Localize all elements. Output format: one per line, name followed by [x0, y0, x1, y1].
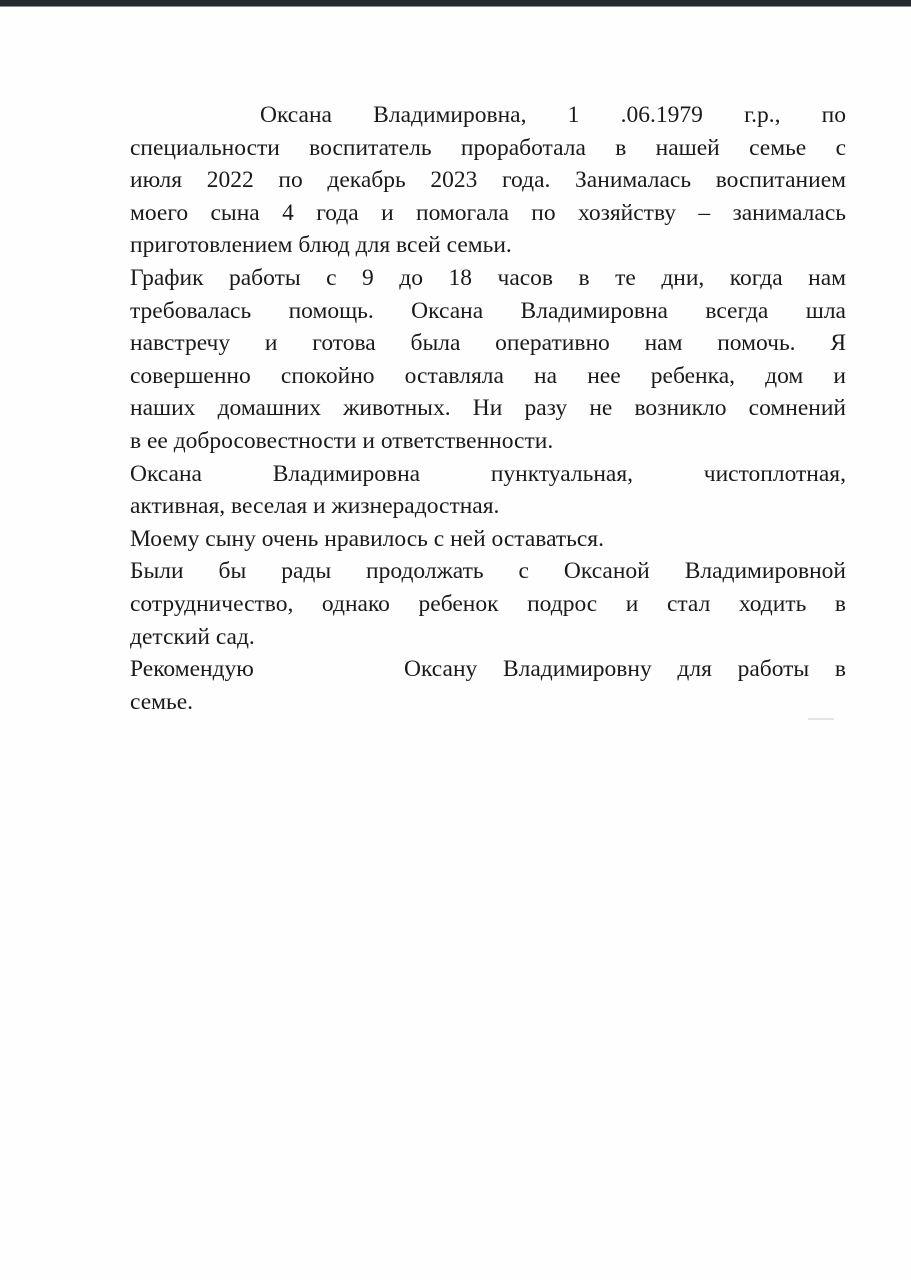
paragraph-son	[130, 523, 846, 556]
redacted-gap	[254, 653, 404, 686]
text-line: Оксана Владимировна, 1 .06.1979 г.р., по	[260, 102, 846, 128]
text-line: семье.	[130, 688, 194, 715]
text-line: График работы с 9 до 18 часов в те дни, когда нам	[130, 264, 846, 291]
text-line: детский сад.	[130, 623, 255, 650]
app-top-bar	[0, 0, 911, 7]
paragraph-schedule	[130, 262, 846, 458]
text-line: Оксана Владимировна пунктуальная, чистоплотная,	[130, 460, 846, 487]
recommendation-line	[130, 653, 846, 686]
recommend-word: Рекомендую	[130, 656, 254, 683]
scan-artifact	[808, 718, 834, 720]
text-line: моего сына 4 года и помогала по хозяйству – занималась	[130, 199, 846, 226]
paragraph-cooperation	[130, 555, 846, 653]
paragraph-qualities	[130, 458, 846, 523]
text-line: навстречу и готова была оперативно нам помочь. Я	[130, 330, 846, 357]
text-line: приготовлением блюд для всей семьи.	[130, 232, 512, 259]
text-line: июля 2022 по декабрь 2023 года. Занималась воспитанием	[130, 167, 846, 194]
text-line: требовалась помощь. Оксана Владимировна всегда шла	[130, 297, 846, 324]
text-line: сотрудничество, однако ребенок подрос и стал ходить в	[130, 590, 846, 617]
text-line: активная, веселая и жизнерадостная.	[130, 493, 500, 520]
text-line: специальности воспитатель проработала в нашей семье с	[130, 134, 846, 161]
text-line: Были бы рады продолжать с Оксаной Владимировной	[130, 558, 846, 585]
paragraph-recommendation	[130, 653, 846, 718]
recommendation-letter	[130, 99, 846, 718]
document-page	[0, 7, 911, 1280]
paragraph-intro	[130, 99, 846, 262]
text-line: в ее добросовестности и ответственности.	[130, 427, 554, 454]
text-line: совершенно спокойно оставляла на нее ребенка, дом и	[130, 362, 846, 389]
text-line: Моему сыну очень нравилось с ней оставаться.	[130, 525, 604, 552]
text-line: наших домашних животных. Ни разу не возникло сомнений	[130, 395, 846, 422]
recommend-rest: Оксану Владимировну для работы в	[404, 656, 846, 683]
